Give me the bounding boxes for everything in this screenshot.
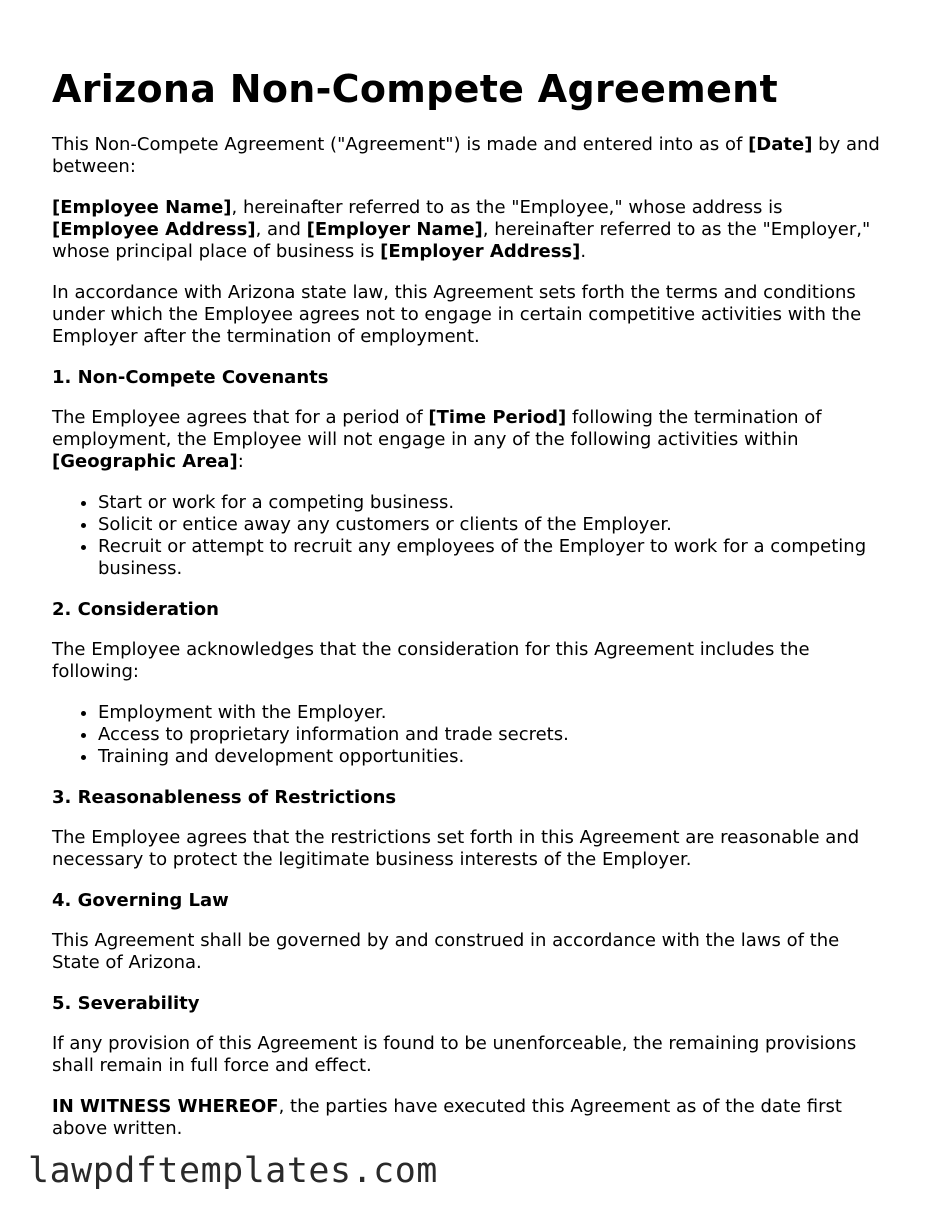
section-1-text-2: following the termination of employment, the Employee will not engage in any of the following activities within xyxy=(52,407,822,450)
intro-text-2: by and between: xyxy=(52,134,880,177)
section-2-paragraph: The Employee acknowledges that the consideration for this Agreement includes the following: xyxy=(52,639,810,682)
employer-name-placeholder: [Employer Name] xyxy=(306,219,483,240)
list-item: • Solicit or entice away any customers or clients of the Employer. xyxy=(98,514,892,536)
section-2-heading: 2. Consideration xyxy=(52,599,219,620)
intro-paragraph xyxy=(52,134,892,178)
list-item: • Start or work for a competing business. xyxy=(98,492,892,514)
parties-text-2: , and xyxy=(255,219,307,240)
date-placeholder: [Date] xyxy=(748,134,813,155)
section-4-paragraph: This Agreement shall be governed by and construed in accordance with the laws of the State of Arizona. xyxy=(52,930,840,973)
employee-address-placeholder: [Employee Address] xyxy=(52,219,256,240)
page-title: Arizona Non-Compete Agreement xyxy=(52,67,778,111)
employee-name-placeholder: [Employee Name] xyxy=(52,197,232,218)
section-4-heading: 4. Governing Law xyxy=(52,890,229,911)
employer-address-placeholder: [Employer Address] xyxy=(380,241,581,262)
section-1-text-3: : xyxy=(237,451,244,472)
section-3-paragraph: The Employee agrees that the restrictions set forth in this Agreement are reasonable and necessary to protect the legitimate business interests of the Employer. xyxy=(52,827,860,870)
accordance-paragraph: In accordance with Arizona state law, this Agreement sets forth the terms and conditions under which the Employee agrees not to engage in certain competitive activities with the Employer after the termination of employment. xyxy=(52,282,862,347)
geographic-area-placeholder: [Geographic Area] xyxy=(52,451,238,472)
section-1-text-1: The Employee agrees that for a period of xyxy=(52,407,429,428)
parties-text-1: , hereinafter referred to as the "Employee," whose address is xyxy=(231,197,783,218)
section-1-heading: 1. Non-Compete Covenants xyxy=(52,367,329,388)
section-1-list xyxy=(52,492,892,580)
document-page xyxy=(52,66,892,1159)
section-1-paragraph xyxy=(52,407,892,473)
section-5-paragraph: If any provision of this Agreement is found to be unenforceable, the remaining provisions shall remain in full force and effect. xyxy=(52,1033,857,1076)
list-item: • Recruit or attempt to recruit any employees of the Employer to work for a competing business. xyxy=(98,536,892,580)
list-item: • Training and development opportunities. xyxy=(98,746,892,768)
section-2-list xyxy=(52,702,892,768)
section-3-heading: 3. Reasonableness of Restrictions xyxy=(52,787,397,808)
parties-text-3: , hereinafter referred to as the "Employer," whose principal place of business is xyxy=(52,219,871,262)
witness-paragraph xyxy=(52,1096,892,1140)
witness-bold: IN WITNESS WHEREOF xyxy=(52,1096,279,1117)
list-item: • Access to proprietary information and trade secrets. xyxy=(98,724,892,746)
parties-text-4: . xyxy=(580,241,587,262)
section-5-heading: 5. Severability xyxy=(52,993,200,1014)
watermark-text: lawpdftemplates.com xyxy=(28,1151,438,1191)
time-period-placeholder: [Time Period] xyxy=(428,407,567,428)
parties-paragraph xyxy=(52,197,892,263)
intro-text-1: This Non-Compete Agreement ("Agreement") is made and entered into as of xyxy=(52,134,749,155)
witness-text: , the parties have executed this Agreement as of the date first above written. xyxy=(52,1096,842,1139)
list-item: • Employment with the Employer. xyxy=(98,702,892,724)
